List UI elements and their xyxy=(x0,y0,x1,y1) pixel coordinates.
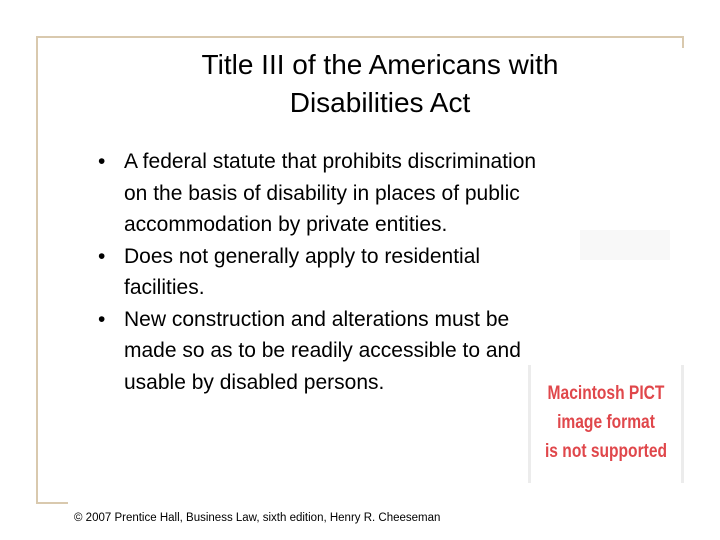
slide-title xyxy=(80,46,680,122)
placeholder-line-1: Macintosh PICT xyxy=(547,383,665,404)
bullet-item xyxy=(90,241,550,304)
copyright-footer: © 2007 Prentice Hall, Business Law, sixth edition, Henry R. Cheeseman xyxy=(74,512,441,524)
placeholder-line-3: is not supported xyxy=(544,441,668,462)
faded-image-artifact xyxy=(580,230,670,260)
title-line-1: Title III of the Americans with xyxy=(201,49,559,80)
bullet-item xyxy=(90,304,550,399)
placeholder-edge xyxy=(681,365,684,483)
title-line-2: Disabilities Act xyxy=(289,87,471,118)
bullet-dot-icon: • xyxy=(98,307,106,331)
bullet-item xyxy=(90,146,550,241)
bullet-text: Does not generally apply to residential facilities. xyxy=(124,244,481,299)
bullet-list xyxy=(90,146,550,398)
placeholder-edge xyxy=(528,365,531,483)
bullet-text: A federal statute that prohibits discrimination on the basis of disability in places of public accommodation by private entities. xyxy=(124,150,537,236)
bullet-dot-icon: • xyxy=(98,150,106,173)
unsupported-image-placeholder xyxy=(528,365,684,483)
unsupported-image-message xyxy=(542,379,670,466)
placeholder-line-2: image format xyxy=(557,412,655,433)
bullet-text: New construction and alterations must be made so as to be readily accessible to and usable by disabled persons. xyxy=(124,307,521,394)
bullet-dot-icon: • xyxy=(98,244,106,268)
